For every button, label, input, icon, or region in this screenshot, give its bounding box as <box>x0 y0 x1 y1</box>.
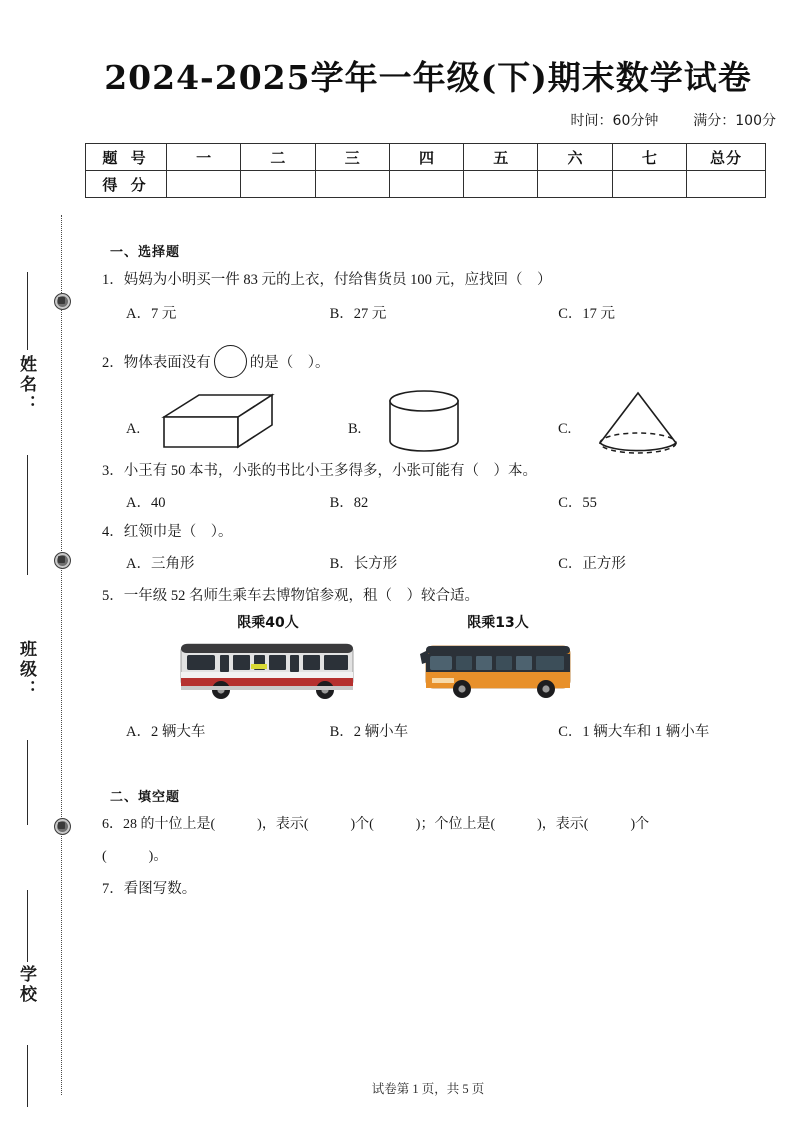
small-bus-icon <box>418 634 578 706</box>
score-cell-2[interactable] <box>241 171 315 198</box>
binding-margin <box>0 0 78 1122</box>
circle-shape-icon <box>214 345 247 378</box>
question-4-options <box>126 552 766 573</box>
score-table-row-header: 得 分 <box>86 171 167 198</box>
small-bus-capacity-label: 限乘13人 <box>467 615 529 631</box>
write-rule <box>27 740 28 825</box>
write-rule <box>27 1045 28 1107</box>
score-table-col-3: 三 <box>315 144 389 171</box>
score-cell-6[interactable] <box>538 171 612 198</box>
write-rule <box>27 890 28 962</box>
option-c[interactable]: C．17 元 <box>558 306 616 322</box>
option-b[interactable]: B．82 <box>329 495 369 511</box>
seal-dotted-line <box>61 215 62 1095</box>
option-a[interactable]: A．7 元 <box>126 306 177 322</box>
option-b-label: B. <box>348 421 362 437</box>
big-bus-capacity-label: 限乘40人 <box>237 615 299 631</box>
seal-stamp-icon <box>54 552 71 569</box>
option-b-figure[interactable] <box>348 389 548 459</box>
question-2-figures <box>126 389 776 459</box>
option-c[interactable]: C．正方形 <box>558 556 626 572</box>
question-3-text: 3．小王有 50 本书，小张的书比小王多得多，小张可能有（ ）本。 <box>102 463 537 479</box>
option-c-figure[interactable] <box>558 389 758 459</box>
exam-duration: 时间：60分钟 <box>570 113 659 129</box>
option-a[interactable]: A．2 辆大车 <box>126 724 206 740</box>
option-b[interactable]: B．2 辆小车 <box>329 724 409 740</box>
cylinder-icon <box>376 389 486 455</box>
score-cell-5[interactable] <box>464 171 538 198</box>
score-cell-7[interactable] <box>612 171 686 198</box>
option-c-label: C. <box>558 421 572 437</box>
question-2-text-after: 的是（ ）。 <box>249 355 330 371</box>
option-a[interactable]: A．三角形 <box>126 556 195 572</box>
table-row <box>86 144 766 171</box>
exam-sheet <box>78 0 793 1122</box>
question-1-text: 1．妈妈为小明买一件 83 元的上衣，付给售货员 100 元，应找回（ ） <box>102 272 552 288</box>
cuboid-icon <box>154 389 284 455</box>
write-rule <box>27 455 28 575</box>
question-5-options <box>126 720 766 741</box>
score-table-col-7: 七 <box>612 144 686 171</box>
question-2-text-before: 2．物体表面没有 <box>102 355 211 371</box>
score-table-col-total: 总分 <box>687 144 766 171</box>
option-b[interactable]: B．27 元 <box>329 306 387 322</box>
option-a-figure[interactable] <box>126 389 336 459</box>
page-title: 2024-2025学年一年级(下)期末数学试卷 <box>104 58 752 97</box>
score-cell-4[interactable] <box>389 171 463 198</box>
score-table-col-6: 六 <box>538 144 612 171</box>
write-rule <box>27 272 28 350</box>
option-b[interactable]: B．长方形 <box>329 556 398 572</box>
score-table <box>85 143 766 198</box>
school-field-label: 学校 <box>16 965 36 1005</box>
option-c[interactable]: C．1 辆大车和 1 辆小车 <box>558 724 710 740</box>
big-bus-icon <box>173 634 363 706</box>
class-field-label: 班级： <box>16 640 36 700</box>
name-field-label: 姓名： <box>16 355 36 415</box>
question-7-text: 7．看图写数。 <box>102 881 197 897</box>
score-table-col-1: 一 <box>167 144 241 171</box>
score-table-row-header: 题 号 <box>86 144 167 171</box>
question-6-line-1[interactable]: 6．28 的十位上是( )，表示( )个( )；个位上是( )，表示( )个 <box>102 817 650 832</box>
question-6-line-2[interactable]: ( )。 <box>102 849 168 864</box>
seal-stamp-icon <box>54 293 71 310</box>
score-cell-1[interactable] <box>167 171 241 198</box>
option-c[interactable]: C．55 <box>558 495 597 511</box>
cone-icon <box>586 389 706 455</box>
question-3-options <box>126 491 766 512</box>
section-heading-choice: 一、选择题 <box>110 245 181 260</box>
option-a-label: A. <box>126 421 141 437</box>
score-table-col-4: 四 <box>389 144 463 171</box>
score-cell-total[interactable] <box>687 171 766 198</box>
score-cell-3[interactable] <box>315 171 389 198</box>
question-5-text: 5．一年级 52 名师生乘车去博物馆参观，租（ ）较合适。 <box>102 588 479 604</box>
question-1-options <box>126 302 766 323</box>
table-row <box>86 171 766 198</box>
question-2-text <box>102 345 330 378</box>
exam-total-score: 满分：100分 <box>693 113 776 129</box>
page-footer: 试卷第 1 页，共 5 页 <box>371 1082 485 1096</box>
score-table-col-2: 二 <box>241 144 315 171</box>
score-table-col-5: 五 <box>464 144 538 171</box>
question-4-text: 4．红领巾是（ ）。 <box>102 524 233 540</box>
section-heading-fill: 二、填空题 <box>110 790 181 805</box>
option-a[interactable]: A．40 <box>126 495 166 511</box>
question-5-figures <box>118 612 778 712</box>
seal-stamp-icon <box>54 818 71 835</box>
exam-meta <box>571 110 776 130</box>
